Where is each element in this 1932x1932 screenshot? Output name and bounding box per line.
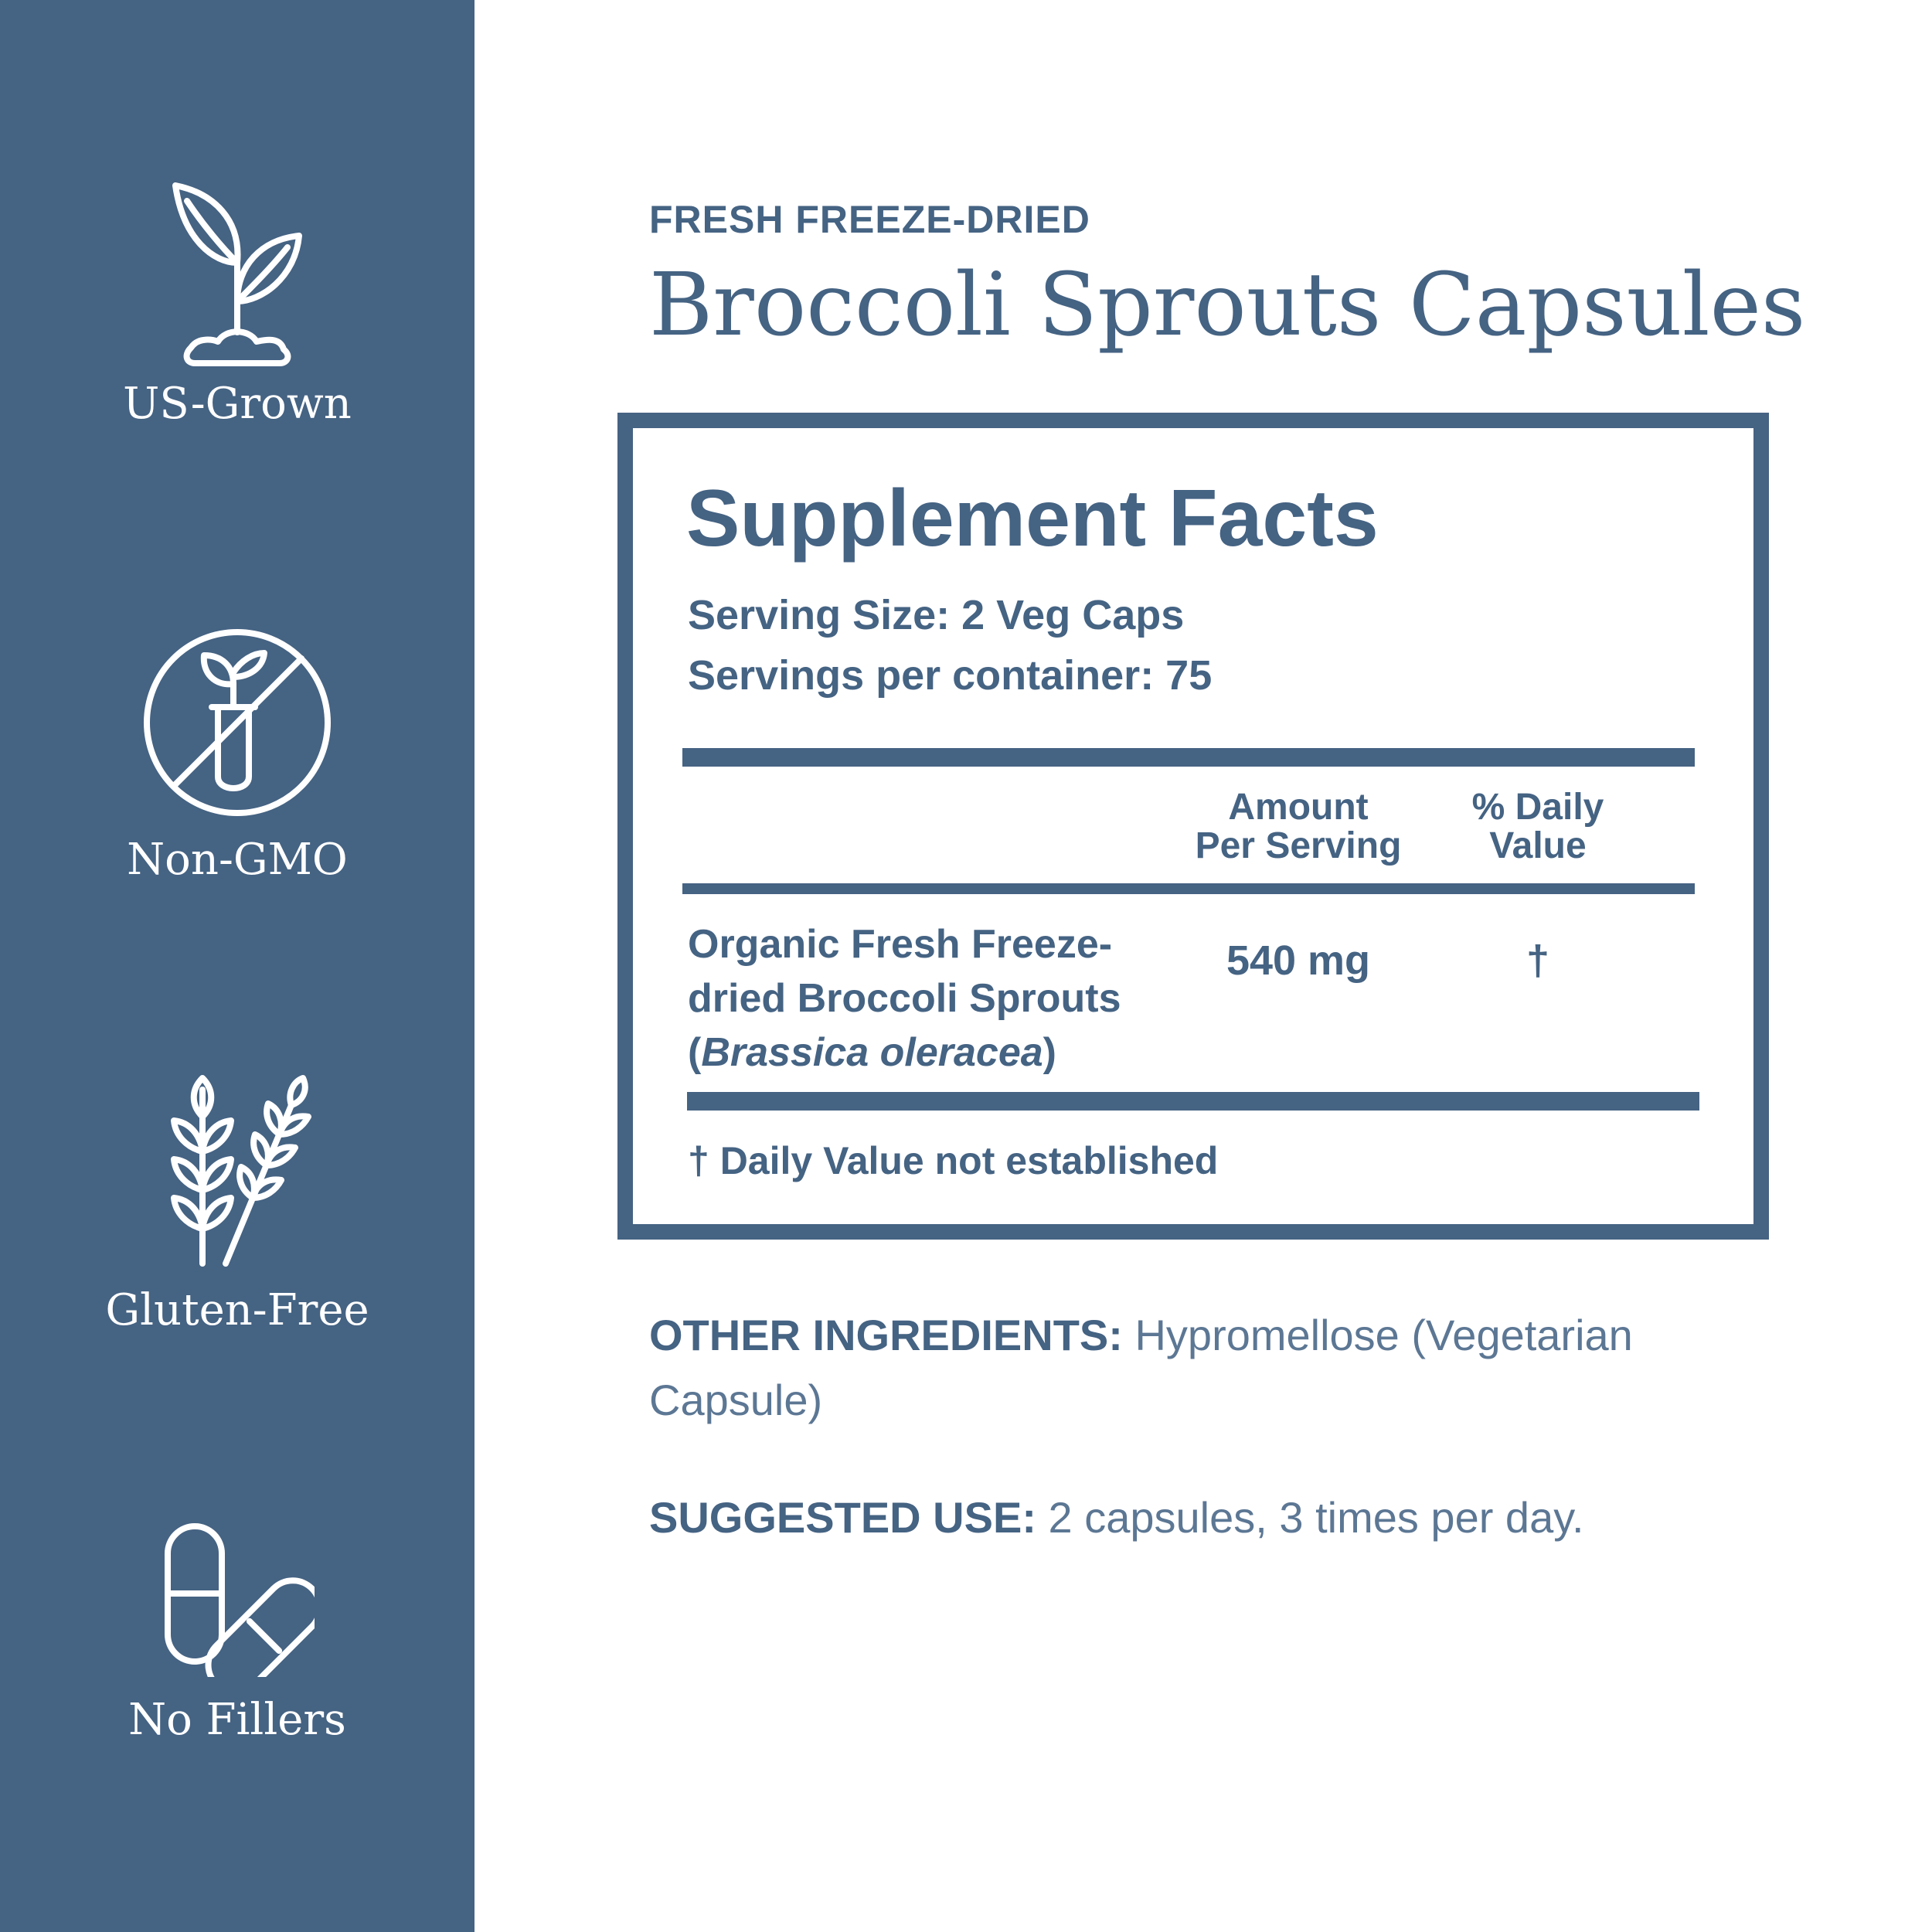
badge-non-gmo: [0, 626, 474, 885]
paren-close: ): [1043, 1030, 1056, 1075]
ingredient-latin-name: Brassica oleracea: [701, 1030, 1043, 1075]
column-header-amount-line1: Amount: [1228, 787, 1369, 828]
feature-sidebar: [0, 0, 474, 1932]
header-divider: [682, 883, 1695, 894]
daily-value-footnote: † Daily Value not established: [688, 1139, 1219, 1182]
ingredient-name-line2: dried Broccoli Sprouts: [688, 976, 1121, 1021]
badge-label: US-Grown: [123, 379, 352, 429]
badge-us-grown: [0, 178, 474, 429]
capsules-icon: [160, 1522, 315, 1677]
ingredient-amount: 540 mg: [1226, 937, 1371, 984]
servings-per-container: Servings per container: 75: [688, 652, 1213, 699]
ingredient-daily-value: †: [1526, 937, 1550, 984]
column-header-dv-line1: % Daily: [1471, 787, 1604, 828]
wheat-icon: [145, 1074, 330, 1267]
other-ingredients-label: OTHER INGREDIENTS:: [649, 1311, 1123, 1359]
column-header-amount: [1159, 788, 1437, 866]
column-header-daily-value: [1422, 788, 1654, 866]
badge-gluten-free: [0, 1074, 474, 1335]
product-title: Broccoli Sprouts Capsules: [649, 255, 1806, 355]
bottom-divider: [687, 1092, 1699, 1111]
suggested-use: [649, 1485, 1747, 1550]
ingredient-name-line3: [688, 1026, 1121, 1080]
badge-label: No Fillers: [128, 1695, 346, 1745]
other-ingredients-text: Hypromellose (Vegetarian Capsule): [649, 1311, 1633, 1424]
suggested-use-text: 2 capsules, 3 times per day.: [1036, 1493, 1584, 1542]
supplement-facts-title: Supplement Facts: [686, 474, 1379, 563]
serving-size: Serving Size: 2 Veg Caps: [688, 592, 1185, 638]
paren-open: (: [688, 1030, 702, 1075]
column-header-amount-line2: Per Serving: [1195, 825, 1402, 866]
other-ingredients: [649, 1303, 1747, 1433]
thick-divider: [682, 748, 1695, 767]
badge-no-fillers: [0, 1522, 474, 1745]
suggested-use-label: SUGGESTED USE:: [649, 1493, 1036, 1542]
badge-label: Gluten-Free: [105, 1285, 369, 1335]
badge-label: Non-GMO: [127, 835, 348, 885]
ingredient-name: [688, 917, 1121, 1080]
ingredient-name-line1: Organic Fresh Freeze-: [688, 922, 1113, 967]
product-eyebrow: FRESH FREEZE-DRIED: [649, 198, 1090, 241]
column-header-dv-line2: Value: [1489, 825, 1587, 866]
sprout-icon: [160, 178, 315, 371]
no-gmo-icon: [141, 626, 334, 819]
